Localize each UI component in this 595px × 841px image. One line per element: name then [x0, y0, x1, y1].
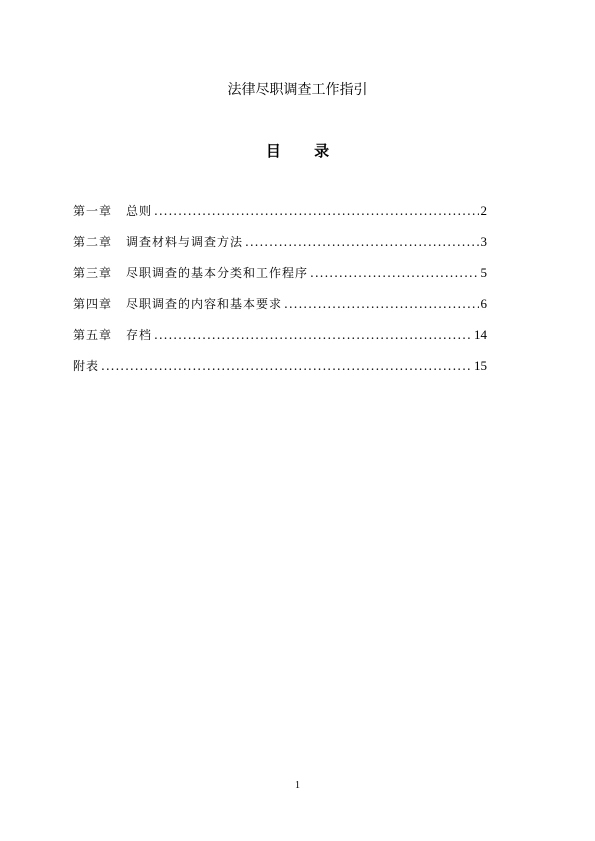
toc-heading: 目 录	[265, 142, 344, 160]
toc-dot-leader	[284, 294, 478, 314]
toc-chapter-title: 尽职调查的内容和基本要求	[126, 297, 283, 311]
toc-entry-3[interactable]	[73, 263, 487, 294]
toc-chapter-title: 附表	[73, 359, 100, 373]
toc-entry-2[interactable]	[73, 232, 487, 263]
page-number: 1	[295, 780, 300, 791]
toc-page-number: 5	[480, 265, 487, 280]
toc-chapter-number: 第五章	[73, 328, 113, 342]
toc-page-number: 14	[474, 327, 487, 342]
toc-dot-leader	[154, 325, 472, 345]
toc-chapter-title: 调查材料与调查方法	[126, 235, 244, 249]
toc-entry-1[interactable]	[73, 201, 487, 232]
toc-dot-leader	[101, 356, 472, 376]
document-title: 法律尽职调查工作指引	[227, 82, 368, 98]
toc-chapter-number: 第三章	[73, 266, 113, 280]
table-of-contents	[73, 201, 487, 387]
toc-chapter-number: 第四章	[73, 297, 113, 311]
toc-chapter-title: 存档	[126, 328, 153, 342]
toc-page-number: 3	[480, 234, 487, 249]
toc-dot-leader	[310, 263, 478, 283]
toc-entry-5[interactable]	[73, 325, 487, 356]
toc-page-number: 6	[480, 296, 487, 311]
toc-chapter-title: 尽职调查的基本分类和工作程序	[126, 266, 309, 280]
toc-chapter-number: 第一章	[73, 204, 113, 218]
toc-page-number: 15	[474, 358, 487, 373]
toc-dot-leader	[245, 232, 478, 252]
toc-dot-leader	[154, 201, 478, 221]
toc-chapter-number: 第二章	[73, 235, 113, 249]
toc-entry-4[interactable]	[73, 294, 487, 325]
toc-entry-appendix[interactable]	[73, 356, 487, 387]
toc-chapter-title: 总则	[126, 204, 153, 218]
toc-page-number: 2	[480, 203, 487, 218]
